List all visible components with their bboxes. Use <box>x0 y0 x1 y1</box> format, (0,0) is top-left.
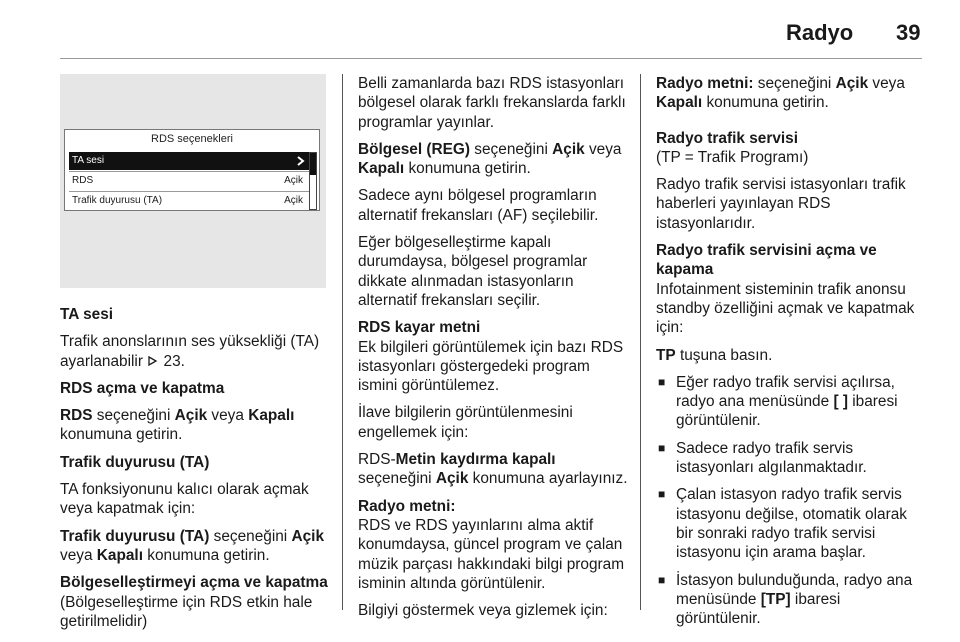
text: Kapalı <box>358 160 405 178</box>
column-3 <box>656 74 926 636</box>
scrollbar <box>309 152 317 210</box>
paragraph <box>358 140 630 179</box>
list-item <box>656 571 926 629</box>
page-title: Radyo <box>786 20 854 45</box>
text: Eğer radyo trafik servisi açılırsa, radyo ana menüsünde <box>676 373 895 411</box>
paragraph <box>656 346 926 365</box>
text: Trafik anonslarının ses yüksekliği (TA) ayarlanabilir <box>60 333 320 370</box>
text: Trafik duyurusu (TA) <box>60 527 210 545</box>
text: seçeneğini <box>92 407 175 425</box>
paragraph: İlave bilgilerin görüntülenmesini engellemek için: <box>358 404 573 441</box>
column-divider <box>342 74 343 610</box>
rds-options-panel <box>64 129 320 211</box>
text: TP <box>656 346 676 364</box>
heading-radyo-trafik-servisi: Radyo trafik servisi <box>656 129 799 147</box>
screen-row-rds <box>69 172 309 190</box>
paragraph: Bilgiyi göstermek veya gizlemek için: <box>358 602 608 620</box>
heading-radyo-metni: Radyo metni: <box>358 497 456 515</box>
text: konumuna ayarlayınız. <box>468 470 628 488</box>
list-item: ■ Çalan istasyon radyo trafik servis istasyonu değilse, otomatik olarak bir sonraki radyo trafik servisi istasyonu için arama başlar. <box>656 485 926 562</box>
text: seçeneğini <box>470 140 553 158</box>
paragraph: Eğer bölgeselleştirme kapalı durumdaysa, bölgesel programlar dikkate alınmadan istasyonların alternatif frekansları seçilir. <box>358 234 588 309</box>
text: [ ] <box>833 393 848 411</box>
heading-rds: RDS açma ve kapatma <box>60 379 225 397</box>
rds-options-screen-image <box>60 74 326 288</box>
text: Metin kaydırma kapalı <box>395 451 556 469</box>
screen-row-ta-sesi <box>69 152 309 170</box>
heading-trafik-servisi-acma: Radyo trafik servisini açma ve kapama <box>656 242 877 279</box>
paragraph: Ek bilgileri görüntülemek için bazı RDS istasyonları göstergedeki program ismini görüntülemez. <box>358 338 624 395</box>
text: veya <box>207 407 249 425</box>
paragraph <box>656 74 926 113</box>
text: Kapalı <box>656 94 703 112</box>
text: konumuna getirin. <box>404 160 531 178</box>
header-divider <box>60 58 922 59</box>
text: veya <box>868 75 905 92</box>
paragraph <box>60 406 330 445</box>
text: seçeneğini <box>358 470 436 488</box>
row-value: Açik <box>284 195 303 206</box>
paragraph <box>358 450 630 489</box>
paragraph: Infotainment sisteminin trafik anonsu standby özelliğini açmak ve kapatmak için: <box>656 280 915 337</box>
text: seçeneğini <box>753 75 836 92</box>
row-label: TA sesi <box>72 155 105 166</box>
text: Bölgesel (REG) <box>358 140 471 158</box>
text: Kapalı <box>96 546 143 564</box>
list-item: ■ Sadece radyo trafik servis istasyonları algılanmaktadır. <box>656 439 926 478</box>
heading-ta-sesi: TA sesi <box>60 306 114 323</box>
paragraph: RDS ve RDS yayınlarını alma aktif konumdaysa, güncel program ve çalan müzik parçası hakkındaki bilgi program isminin altında görüntülenir. <box>358 516 625 592</box>
text: seçeneğini <box>209 527 292 545</box>
paragraph <box>60 527 330 566</box>
text: konumuna getirin. <box>60 426 183 444</box>
paragraph: (TP = Trafik Programı) <box>656 148 809 166</box>
text: Açik <box>835 75 869 92</box>
chevron-right-icon <box>297 156 305 166</box>
text: ibaresi görüntülenir. <box>676 393 898 430</box>
text: veya <box>60 546 97 564</box>
paragraph: Radyo trafik servisi istasyonları trafik haberleri yayınlayan RDS istasyonlarıdır. <box>656 176 906 232</box>
text: ibaresi görüntülenir. <box>676 590 841 628</box>
page-number: 39 <box>896 20 921 45</box>
paragraph: (Bölgeselleştirme için RDS etkin hale getirilmelidir) <box>60 593 313 630</box>
text: Kapalı <box>248 407 295 425</box>
text: konumuna getirin. <box>702 94 829 112</box>
column-1 <box>60 305 330 639</box>
text: [TP] <box>760 590 791 608</box>
text: tuşuna basın. <box>675 346 773 364</box>
arrow-reference-icon <box>147 355 159 367</box>
paragraph: Belli zamanlarda bazı RDS istasyonları bölgesel olarak farklı frekanslarda farklı programlar yayınlar. <box>358 75 626 131</box>
text: RDS <box>60 407 93 425</box>
paragraph <box>60 332 330 371</box>
text: Açik <box>552 140 585 158</box>
row-label: Trafik duyurusu (TA) <box>72 195 163 206</box>
screen-title: RDS seçenekleri <box>151 133 233 145</box>
paragraph: Sadece aynı bölgesel programların alternatif frekansları (AF) seçilebilir. <box>358 187 599 224</box>
text: Açik <box>435 470 469 488</box>
column-2 <box>358 74 630 628</box>
heading-bolgesellestirme: Bölgeselleştirmeyi açma ve kapatma <box>60 574 328 592</box>
text: RDS- <box>358 451 396 469</box>
page-reference: 23. <box>163 352 185 370</box>
row-label: RDS <box>72 175 94 186</box>
text: veya <box>584 140 622 158</box>
list-item <box>656 373 926 431</box>
column-divider <box>640 74 641 610</box>
heading-rds-kayar-metni: RDS kayar metni <box>358 319 481 337</box>
text: Açik <box>291 527 325 545</box>
row-value: Açik <box>284 175 303 186</box>
text: konumuna getirin. <box>142 546 270 564</box>
text: İstasyon bulunduğunda, radyo ana menüsünde <box>676 571 913 608</box>
screen-row-trafik-duyurusu <box>69 192 309 210</box>
scrollbar-thumb <box>310 153 316 175</box>
text: Açik <box>174 407 208 425</box>
text: Radyo metni: <box>656 75 754 92</box>
page-header <box>0 20 960 50</box>
paragraph: TA fonksiyonunu kalıcı olarak açmak veya kapatmak için: <box>60 481 309 518</box>
heading-trafik-duyurusu: Trafik duyurusu (TA) <box>60 453 210 471</box>
